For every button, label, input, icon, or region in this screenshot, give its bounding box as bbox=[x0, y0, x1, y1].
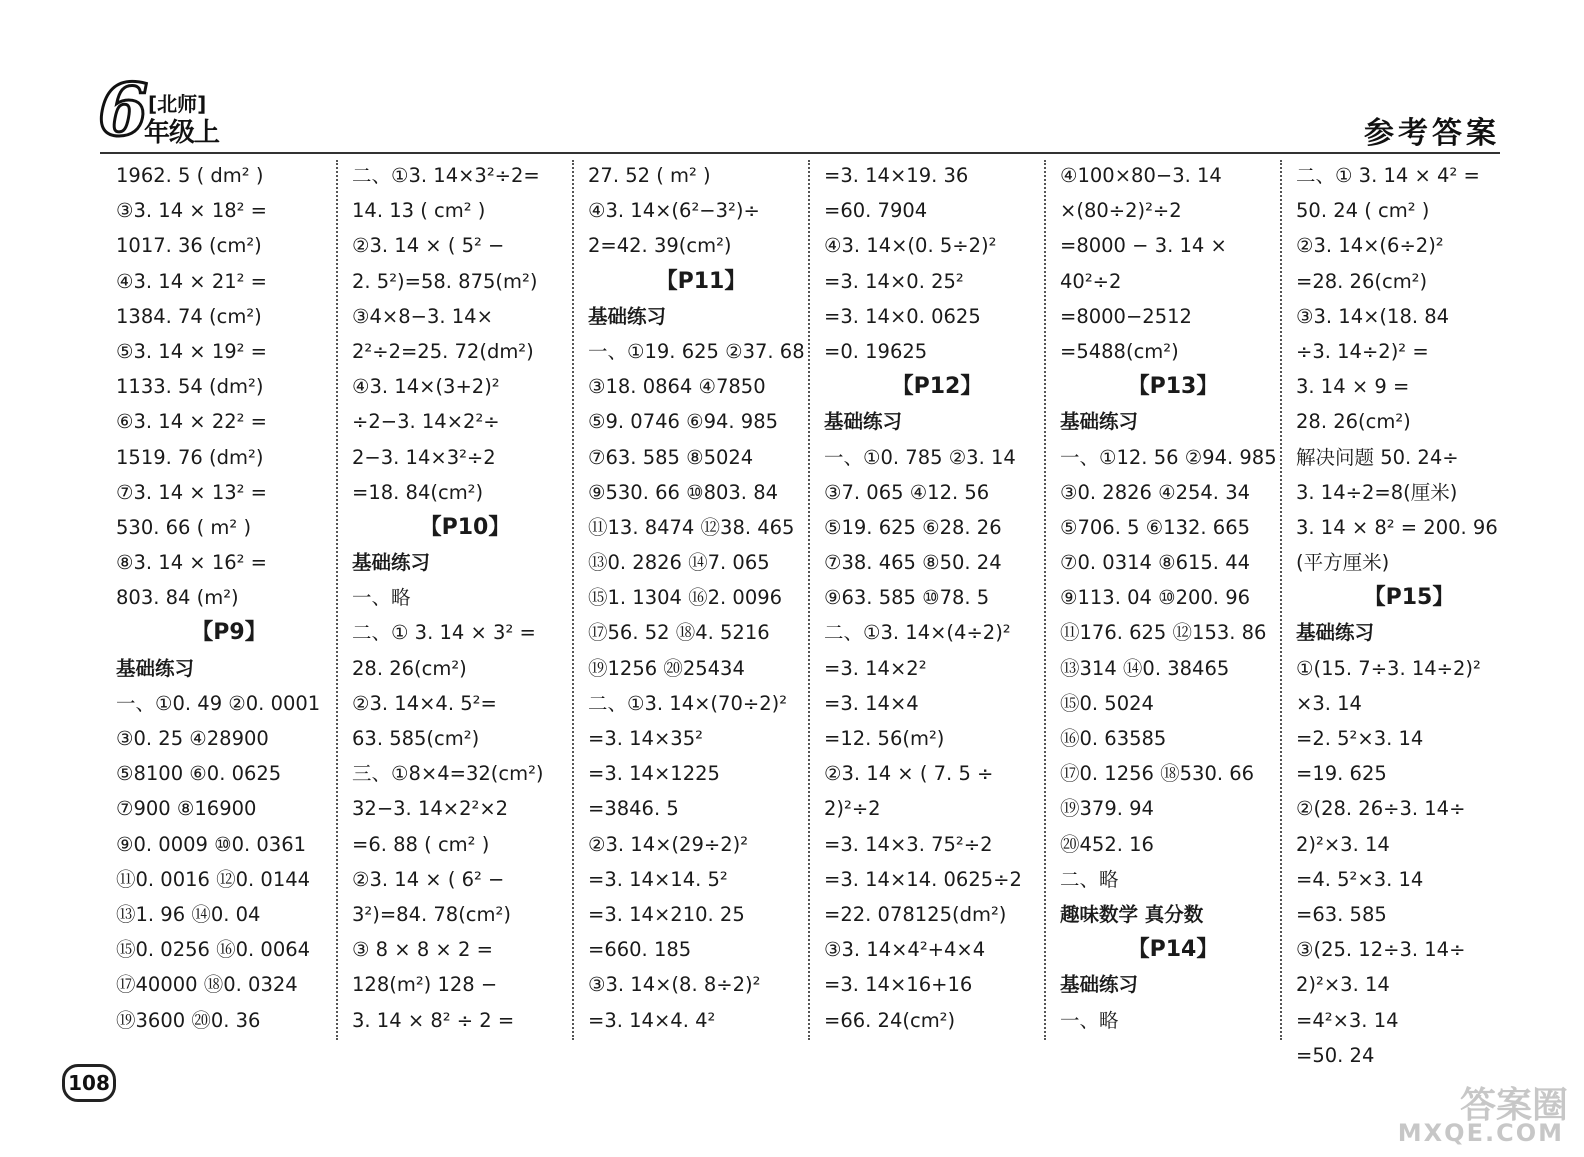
answer-line: ⑲379. 94 bbox=[1060, 797, 1154, 821]
answer-line: 1519. 76 (dm²) bbox=[116, 445, 264, 469]
page-number: 108 bbox=[62, 1064, 116, 1102]
answer-line: =3. 14×1225 bbox=[588, 762, 720, 786]
answer-line: 二、略 bbox=[1060, 867, 1119, 891]
answer-line: ⑨113. 04 ⑩200. 96 bbox=[1060, 586, 1251, 610]
answer-column-2 bbox=[352, 158, 578, 1038]
answer-line: ③3. 14×(18. 84 bbox=[1296, 304, 1450, 328]
answer-line: =60. 7904 bbox=[824, 199, 928, 223]
answer-line: ③4×8−3. 14× bbox=[352, 304, 493, 328]
logo-publisher: [北师] bbox=[148, 92, 207, 116]
answer-line: ⑤8100 ⑥0. 0625 bbox=[116, 762, 282, 786]
answer-line: =3. 14×14. 5² bbox=[588, 867, 728, 891]
page-section-heading: 【P14】 bbox=[1127, 937, 1219, 963]
answer-line: 一、①0. 49 ②0. 0001 bbox=[116, 691, 321, 715]
answer-line: ⑬1. 96 ⑭0. 04 bbox=[116, 902, 261, 926]
answer-line: ⑤9. 0746 ⑥94. 985 bbox=[588, 410, 779, 434]
answer-line: ③(25. 12÷3. 14÷ bbox=[1296, 938, 1466, 962]
answer-line: =3. 14×19. 36 bbox=[824, 164, 969, 187]
answer-line: ⑳452. 16 bbox=[1060, 832, 1154, 856]
answer-line: ×3. 14 bbox=[1296, 691, 1362, 715]
answer-line: ④3. 14×(3+2)² bbox=[352, 375, 500, 399]
answer-line: =66. 24(cm²) bbox=[824, 1008, 956, 1032]
answer-line: =28. 26(cm²) bbox=[1296, 269, 1428, 293]
answer-line: =2. 5²×3. 14 bbox=[1296, 727, 1424, 750]
column-separator-3 bbox=[808, 160, 810, 1040]
answer-line: ②3. 14×(6÷2)² bbox=[1296, 234, 1444, 258]
answer-line: ③3. 14×4²+4×4 bbox=[824, 938, 986, 962]
answer-line: 2. 5²)=58. 875(m²) bbox=[352, 269, 538, 293]
answer-line: ⑤3. 14 × 19² = bbox=[116, 339, 268, 363]
answer-line: 2−3. 14×3²÷2 bbox=[352, 445, 496, 469]
exercise-heading: 基础练习 bbox=[116, 656, 195, 680]
header-rule bbox=[100, 152, 1500, 154]
page-section-heading: 【P15】 bbox=[1363, 585, 1455, 611]
answer-line: 二、①3. 14×(70÷2)² bbox=[588, 691, 788, 715]
answer-line: ⑦38. 465 ⑧50. 24 bbox=[824, 551, 1002, 575]
answer-line: 一、略 bbox=[352, 586, 411, 610]
answer-line: =660. 185 bbox=[588, 938, 692, 962]
column-separator-1 bbox=[336, 160, 338, 1040]
answer-line: =5488(cm²) bbox=[1060, 339, 1179, 363]
answer-line: ÷3. 14÷2)² = bbox=[1296, 339, 1429, 363]
answer-line: 128(m²) 128 − bbox=[352, 973, 498, 997]
answer-column-1 bbox=[116, 158, 342, 1038]
answer-line: ⑮0. 5024 bbox=[1060, 691, 1154, 715]
answer-line: =3. 14×3. 75²÷2 bbox=[824, 832, 993, 856]
answer-line: =3. 14×4. 4² bbox=[588, 1008, 716, 1032]
answer-line: ⑬314 ⑭0. 38465 bbox=[1060, 656, 1230, 680]
answer-line: 3²)=84. 78(cm²) bbox=[352, 902, 511, 926]
answer-line: ⑧3. 14 × 16² = bbox=[116, 551, 268, 575]
answer-line: ⑯0. 63585 bbox=[1060, 727, 1167, 750]
answer-line: ⑪0. 0016 ⑫0. 0144 bbox=[116, 867, 311, 891]
answer-line: 二、① 3. 14 × 3² = bbox=[352, 621, 536, 645]
answer-line: 一、①12. 56 ②94. 985 bbox=[1060, 445, 1277, 469]
answer-line: ⑮1. 1304 ⑯2. 0096 bbox=[588, 586, 783, 610]
answer-line: 3. 14 × 8² ÷ 2 = bbox=[352, 1008, 515, 1032]
watermark-bottom: MXQE.COM bbox=[1397, 1119, 1564, 1147]
answer-line: 40²÷2 bbox=[1060, 269, 1122, 293]
logo-grade: 年级上 bbox=[144, 118, 220, 148]
answer-line: ②3. 14 × ( 7. 5 ÷ bbox=[824, 762, 994, 786]
answer-line: =3846. 5 bbox=[588, 797, 679, 821]
exercise-heading: 趣味数学 真分数 bbox=[1060, 902, 1204, 926]
answer-line: 二、①3. 14×(4÷2)² bbox=[824, 621, 1011, 645]
answer-line: ③ 8 × 8 × 2 = bbox=[352, 938, 493, 962]
answer-line: =3. 14×14. 0625÷2 bbox=[824, 867, 1022, 891]
watermark-top: 答案圈 bbox=[1459, 1085, 1568, 1126]
answer-column-4 bbox=[824, 158, 1050, 1038]
column-separator-2 bbox=[572, 160, 574, 1040]
answer-line: 2²÷2=25. 72(dm²) bbox=[352, 339, 534, 363]
answer-line: =12. 56(m²) bbox=[824, 727, 945, 750]
answer-line: 803. 84 (m²) bbox=[116, 586, 239, 610]
answer-line: 1384. 74 (cm²) bbox=[116, 304, 262, 328]
answer-line: =3. 14×4 bbox=[824, 691, 919, 715]
answer-line: ⑦63. 585 ⑧5024 bbox=[588, 445, 754, 469]
answer-line: 解决问题 50. 24÷ bbox=[1296, 445, 1459, 469]
answer-line: 3. 14÷2=8(厘米) bbox=[1296, 480, 1458, 504]
answer-line: ②(28. 26÷3. 14÷ bbox=[1296, 797, 1466, 821]
answer-line: 二、①3. 14×3²÷2= bbox=[352, 164, 540, 187]
answer-line: =0. 19625 bbox=[824, 339, 928, 363]
answer-column-3 bbox=[588, 158, 814, 1038]
watermark-logo bbox=[1397, 1077, 1568, 1149]
answer-line: ⑪13. 8474 ⑫38. 465 bbox=[588, 515, 795, 539]
answer-line: =3. 14×35² bbox=[588, 727, 703, 750]
answer-line: ⑤706. 5 ⑥132. 665 bbox=[1060, 515, 1251, 539]
answer-line: ③7. 065 ④12. 56 bbox=[824, 480, 990, 504]
answer-line: 27. 52 ( m² ) bbox=[588, 164, 711, 187]
answer-line: ÷2−3. 14×2²÷ bbox=[352, 410, 500, 434]
answer-line: 一、略 bbox=[1060, 1008, 1119, 1032]
answer-line: ⑦900 ⑧16900 bbox=[116, 797, 257, 821]
answer-line: ⑲1256 ⑳25434 bbox=[588, 656, 745, 680]
answer-line: =8000−2512 bbox=[1060, 304, 1192, 328]
page-section-heading: 【P9】 bbox=[191, 620, 267, 646]
answer-line: ③3. 14 × 18² = bbox=[116, 199, 268, 223]
exercise-heading: 基础练习 bbox=[588, 304, 667, 328]
answer-line: 2)²×3. 14 bbox=[1296, 973, 1390, 997]
answer-line: ③0. 25 ④28900 bbox=[116, 727, 269, 750]
answer-line: ⑦3. 14 × 13² = bbox=[116, 480, 268, 504]
answer-column-6 bbox=[1296, 158, 1522, 1067]
answer-line: ⑦0. 0314 ⑧615. 44 bbox=[1060, 551, 1251, 575]
answer-line: =6. 88 ( cm² ) bbox=[352, 832, 490, 856]
page-section-heading: 【P13】 bbox=[1127, 374, 1219, 400]
answer-line: ⑥3. 14 × 22² = bbox=[116, 410, 268, 434]
answer-line: ③3. 14×(8. 8÷2)² bbox=[588, 973, 761, 997]
answer-line: ⑬0. 2826 ⑭7. 065 bbox=[588, 551, 770, 575]
answer-line: 三、①8×4=32(cm²) bbox=[352, 762, 544, 786]
answer-line: =18. 84(cm²) bbox=[352, 480, 484, 504]
answer-line: ⑮0. 0256 ⑯0. 0064 bbox=[116, 938, 311, 962]
answer-line: ×(80÷2)²÷2 bbox=[1060, 199, 1182, 223]
answer-line: =4²×3. 14 bbox=[1296, 1008, 1399, 1032]
answer-line: 一、①19. 625 ②37. 68 bbox=[588, 339, 805, 363]
answer-line: ⑤19. 625 ⑥28. 26 bbox=[824, 515, 1002, 539]
answer-line: =3. 14×2² bbox=[824, 656, 927, 680]
page-section-heading: 【P12】 bbox=[891, 374, 983, 400]
answer-line: ③18. 0864 ④7850 bbox=[588, 375, 766, 399]
answer-line: =50. 24 bbox=[1296, 1043, 1375, 1067]
answer-line: =3. 14×0. 25² bbox=[824, 269, 964, 293]
answer-line: ④3. 14 × 21² = bbox=[116, 269, 268, 293]
answer-line: ⑰56. 52 ⑱4. 5216 bbox=[588, 621, 770, 645]
grade-logo bbox=[98, 67, 248, 154]
answer-line: 530. 66 ( m² ) bbox=[116, 515, 252, 539]
logo-grade-number: 6 bbox=[98, 67, 149, 152]
answer-line: 32−3. 14×2²×2 bbox=[352, 797, 509, 821]
answer-line: 63. 585(cm²) bbox=[352, 727, 480, 750]
answer-line: 3. 14 × 8² = 200. 96 bbox=[1296, 515, 1498, 539]
exercise-heading: 基础练习 bbox=[824, 410, 903, 434]
answer-line: ⑨0. 0009 ⑩0. 0361 bbox=[116, 832, 307, 856]
answer-line: ③0. 2826 ④254. 34 bbox=[1060, 480, 1251, 504]
answer-line: 二、① 3. 14 × 4² = bbox=[1296, 164, 1480, 187]
page-header bbox=[0, 0, 1584, 160]
answer-line: =3. 14×0. 0625 bbox=[824, 304, 981, 328]
answer-line: ⑰40000 ⑱0. 0324 bbox=[116, 973, 298, 997]
answer-line: ④100×80−3. 14 bbox=[1060, 164, 1222, 187]
answer-line: ④3. 14×(0. 5÷2)² bbox=[824, 234, 997, 258]
answer-line: ④3. 14×(6²−3²)÷ bbox=[588, 199, 760, 223]
answer-line: ⑰0. 1256 ⑱530. 66 bbox=[1060, 762, 1255, 786]
answer-line: ⑨63. 585 ⑩78. 5 bbox=[824, 586, 990, 610]
answer-line: 28. 26(cm²) bbox=[352, 656, 467, 680]
answer-line: ②3. 14 × ( 5² − bbox=[352, 234, 505, 258]
answer-line: 2)²×3. 14 bbox=[1296, 832, 1390, 856]
answer-line: =63. 585 bbox=[1296, 902, 1387, 926]
answer-line: 1017. 36 (cm²) bbox=[116, 234, 262, 258]
answer-line: 14. 13 ( cm² ) bbox=[352, 199, 486, 223]
answer-line: 3. 14 × 9 = bbox=[1296, 375, 1410, 399]
answer-line: 1962. 5 ( dm² ) bbox=[116, 164, 264, 187]
page-title: 参考答案 bbox=[1364, 116, 1500, 151]
answer-line: ②3. 14 × ( 6² − bbox=[352, 867, 505, 891]
answer-line: 一、①0. 785 ②3. 14 bbox=[824, 445, 1016, 469]
page-section-heading: 【P11】 bbox=[655, 268, 747, 294]
answer-line: ②3. 14×4. 5²= bbox=[352, 691, 497, 715]
answer-line: =3. 14×210. 25 bbox=[588, 902, 745, 926]
answer-line: 28. 26(cm²) bbox=[1296, 410, 1411, 434]
answer-line: =19. 625 bbox=[1296, 762, 1387, 786]
answer-line: ⑨530. 66 ⑩803. 84 bbox=[588, 480, 779, 504]
answer-line: ⑪176. 625 ⑫153. 86 bbox=[1060, 621, 1267, 645]
column-separator-4 bbox=[1044, 160, 1046, 1040]
answer-line: (平方厘米) bbox=[1296, 551, 1390, 575]
column-separator-5 bbox=[1280, 160, 1282, 1040]
answer-line: 1133. 54 (dm²) bbox=[116, 375, 264, 399]
answer-line: =4. 5²×3. 14 bbox=[1296, 867, 1424, 891]
answer-line: 2=42. 39(cm²) bbox=[588, 234, 732, 258]
answer-line: ①(15. 7÷3. 14÷2)² bbox=[1296, 656, 1481, 680]
page-section-heading: 【P10】 bbox=[419, 514, 511, 540]
answer-line: ⑲3600 ⑳0. 36 bbox=[116, 1008, 261, 1032]
exercise-heading: 基础练习 bbox=[1060, 973, 1139, 997]
exercise-heading: 基础练习 bbox=[352, 551, 431, 575]
exercise-heading: 基础练习 bbox=[1296, 621, 1375, 645]
answer-line: ②3. 14×(29÷2)² bbox=[588, 832, 749, 856]
answer-line: =3. 14×16+16 bbox=[824, 973, 973, 997]
exercise-heading: 基础练习 bbox=[1060, 410, 1139, 434]
answer-line: =22. 078125(dm²) bbox=[824, 902, 1007, 926]
answer-line: 2)²÷2 bbox=[824, 797, 881, 821]
answer-line: =8000 − 3. 14 × bbox=[1060, 234, 1227, 258]
answer-line: 50. 24 ( cm² ) bbox=[1296, 199, 1430, 223]
answer-column-5 bbox=[1060, 158, 1286, 1038]
